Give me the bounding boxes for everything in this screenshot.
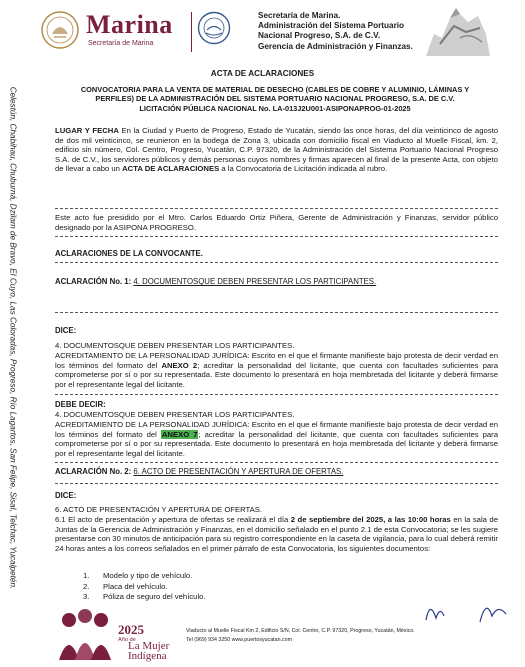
- convocatoria-line: PERFILES) DE LA ADMINISTRACIÓN DEL SISTEMA PORTUARIO NACIONAL PROGRESO, S.A. DE C.V.: [95, 94, 455, 104]
- acta-title: ACTA DE ACLARACIONES: [210, 69, 315, 78]
- dice-2-item: 6. ACTO DE PRESENTACIÓN Y APERTURA DE OFERTAS.: [55, 505, 263, 514]
- section-6-1-paragraph: [55, 515, 498, 553]
- handwritten-initials-icon: [420, 596, 510, 626]
- monument-illustration-icon: [420, 4, 492, 58]
- org-line: Gerencia de Administración y Finanzas.: [258, 41, 413, 51]
- debe-text-1: ACREDITAMIENTO DE LA PERSONALIDAD JURÍDICA: Escrito en el que el firmante manifieste bajo protesta de decir verdad en los términos del formato del: [55, 420, 498, 439]
- header-organization: [258, 11, 413, 52]
- aclaracion-2-title: 6. ACTO DE PRESENTACIÓN Y APERTURA DE OFERTAS.: [133, 467, 344, 476]
- aclaracion-1-title: 4. DOCUMENTOSQUE DEBEN PRESENTAR LOS PARTICIPANTES.: [133, 277, 377, 286]
- aclaracion-2: [55, 467, 343, 476]
- p61-a: 6.1 El acto de presentación y apertura de ofertas se realizará el día: [55, 515, 291, 524]
- org-line: Nacional Progreso, S.A. de C.V.: [258, 31, 381, 41]
- dice-item: 4. DOCUMENTOSQUE DEBEN PRESENTAR LOS PARTICIPANTES.: [55, 341, 295, 350]
- footer-contact: Tel (969) 934 3250 www.puertosyucatan.com: [186, 637, 292, 643]
- mexico-emblem-icon: [40, 10, 80, 50]
- ports-sidebar: [6, 78, 20, 598]
- year-logo-sub: Año de: [118, 637, 136, 643]
- debe-paragraph: [55, 420, 498, 458]
- debe-text-2: ; acreditar la personalidad del licitante, que cuenta con facultades suficientes para comprometerse por sí o por su representada. Este documento lo presentará en hoja membretada del licitante y deberá firmarse por el representante legal del licitante.: [55, 429, 498, 458]
- presided-paragraph: Este acto fue presidido por el Mtro. Carlos Eduardo Ortiz Piñera, Gerente de Administración y Finanzas, servidor público designado por la ASIPONA PROGRESO.: [55, 213, 498, 232]
- debe-item: 4. DOCUMENTOSQUE DEBEN PRESENTAR LOS PARTICIPANTES.: [55, 410, 295, 419]
- org-line: Secretaría de Marina.: [258, 11, 341, 20]
- intro-paragraph: [55, 126, 498, 174]
- org-line: Administración del Sistema Portuario: [258, 21, 405, 31]
- p61-date: 2 de septiembre del 2025, a las 10:00 horas: [290, 515, 451, 524]
- intro-label: LUGAR Y FECHA: [55, 126, 119, 135]
- brand-wordmark: Marina: [86, 10, 173, 39]
- debe-decir-label: DEBE DECIR:: [55, 400, 106, 409]
- separator: [55, 462, 498, 463]
- aclaracion-1-label: ACLARACIÓN No. 1:: [55, 277, 132, 286]
- dice-label: DICE:: [55, 326, 77, 335]
- aclaraciones-heading: ACLARACIONES DE LA CONVOCANTE.: [55, 249, 203, 258]
- separator: [55, 394, 498, 395]
- intro-bold: ACTA DE ACLARACIONES: [122, 164, 220, 174]
- separator: [55, 208, 498, 209]
- asipona-seal-icon: [197, 11, 231, 45]
- separator: [55, 236, 498, 237]
- aclaracion-2-label: ACLARACIÓN No. 2:: [55, 467, 132, 476]
- dice-text-2: ; acreditar la personalidad del licitante, que cuenta con facultades suficientes para comprometerse por sí o por su representada. Este documento lo presentará en hoja membretada del licitante y deberá firmarse por el representante legal del licitante.: [55, 360, 498, 389]
- list-item: 3. Póliza de seguro del vehículo.: [83, 592, 206, 601]
- header-divider: [191, 12, 192, 52]
- convocatoria-line: LICITACIÓN PÚBLICA NACIONAL No. LA-013J2U001-ASIPONAPROG-01-2025: [139, 103, 411, 113]
- dice-anexo: ANEXO 2: [161, 360, 198, 370]
- p61-c: en la sala de Juntas de la Gerencia de Administración y Finanzas, en el domicilio señalado en el punto 2.1 de esta Convocatoria; se les sugiere presentarse con 30 minutos de anticipación para su registro correspondiente en la caseta de vigilancia, para lo cual deberá remitir 24 horas antes a los correos señalados en el primer párrafo de esta Convocatoria, los siguientes documentos:: [55, 515, 498, 553]
- debe-anexo-highlight: ANEXO 7: [161, 429, 198, 439]
- footer-address: Viaducto al Muelle Fiscal Km 2, Edificio S/N, Col. Centro, C.P. 97320, Progreso, Yucatán, México.: [186, 628, 415, 634]
- year-logo: 2025: [118, 622, 144, 637]
- list-item: 2. Placa del vehículo.: [83, 581, 168, 591]
- convocatoria-heading: [70, 85, 480, 113]
- separator: [55, 483, 498, 484]
- separator: [55, 312, 498, 313]
- ports-list: Celestún, Chabihau, Chuburná, Dzilam de Bravo, El Cuyo, Las Coloradas, Progreso, Río Lagartos, San Felipe, Sisal, Telchac, Yucalpetén.: [8, 86, 18, 590]
- aclaracion-1: [55, 277, 376, 286]
- year-logo-words: La Mujer Indígena: [128, 640, 170, 662]
- dice-text-1: ACREDITAMIENTO DE LA PERSONALIDAD JURÍDICA: Escrito en el que el firmante manifieste bajo protesta de decir verdad en los términos del formato del: [55, 351, 498, 370]
- intro-tail: a la Convocatoria de Licitación indicada al rubro.: [219, 164, 388, 174]
- indigenous-women-illustration-icon: [55, 604, 115, 660]
- brand-subtitle: Secretaría de Marina: [88, 40, 154, 47]
- dice-paragraph: [55, 351, 498, 389]
- dice-2-label: DICE:: [55, 491, 77, 500]
- convocatoria-line: CONVOCATORIA PARA LA VENTA DE MATERIAL DE DESECHO (CABLES DE COBRE Y ALUMINIO, LÁMINAS Y: [80, 85, 470, 94]
- documents-list: [83, 571, 206, 603]
- list-item: 1. Modelo y tipo de vehículo.: [83, 571, 193, 580]
- intro-text: En la Ciudad y Puerto de Progreso, Estado de Yucatán, siendo las once horas, del día veinticinco de agosto de dos mil veinticinco, se reunieron en la bodega de Zona 3, ubicada con domicilio fiscal en Viaducto al Muelle Fiscal, km. 2, edificio sin número, Col. Centro, Progreso, Yucatán, C.P. 97320, de la Administración del Sistema Portuario Nacional Progreso S.A. de C.V., los servidores públicos y demás personas cuyos nombres y firmas aparecen al final de la presente Acta, con objeto de llevar a cabo un: [55, 126, 499, 174]
- separator: [55, 262, 498, 263]
